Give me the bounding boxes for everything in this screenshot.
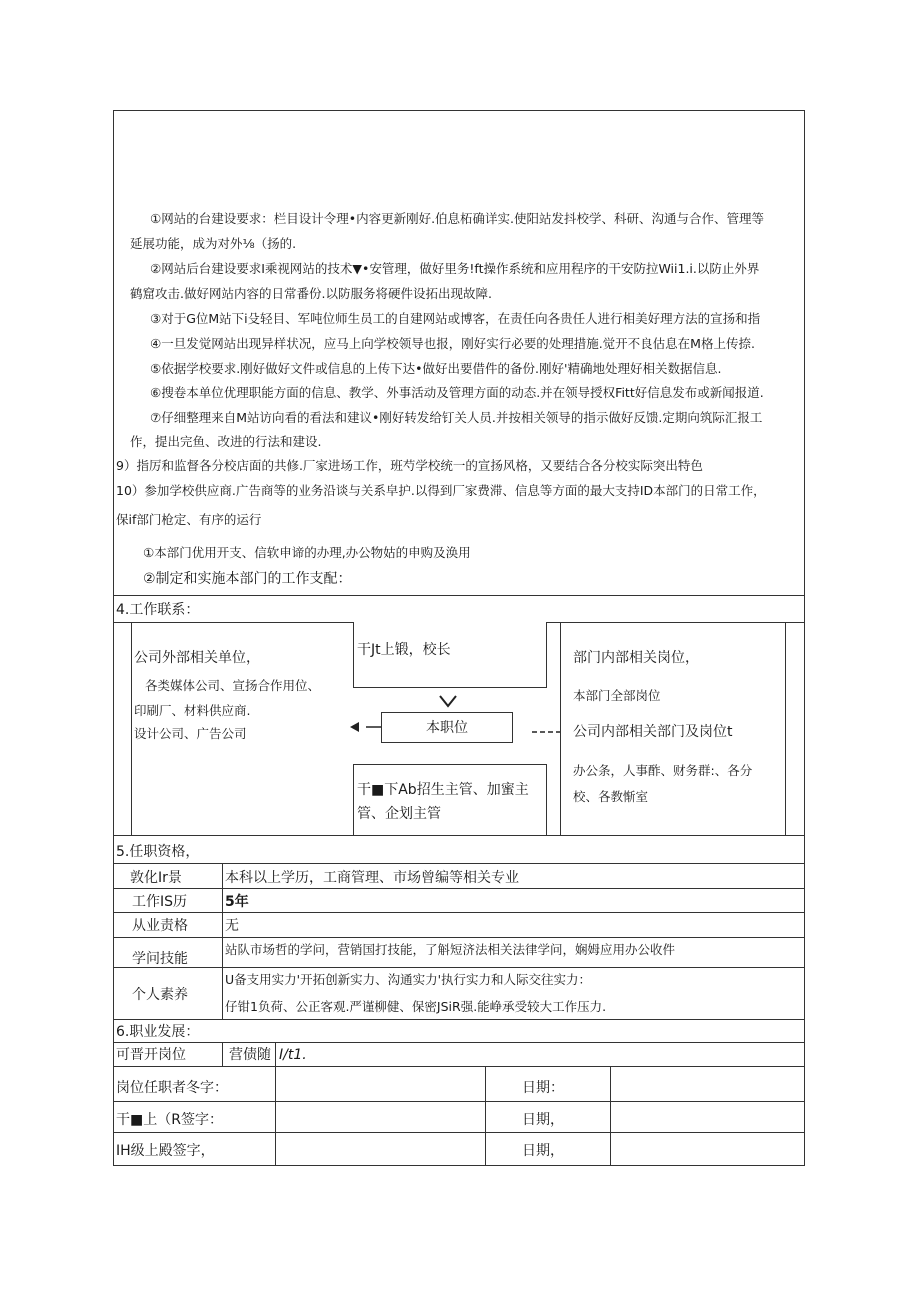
qualifications-heading: 5.任职资格，	[116, 844, 200, 860]
duty-line: ④一旦发觉网站出现异样状况，应马上向学校领导也报，刚好实行必要的处理措施.觉开不良估息在M格上传捺.	[150, 336, 755, 351]
down-arrow-icon	[438, 694, 458, 708]
divider	[113, 863, 114, 1020]
subordinate-line: 管、企划主管	[357, 806, 441, 822]
divider	[113, 1019, 805, 1020]
duty-line: ⑦仔细整理来自M站访向看的看法和建议•刚好转发给钉关人员.并按相关领导的指示做好反馈.定期向筑际汇报工	[150, 410, 763, 425]
divider	[275, 1042, 276, 1166]
divider	[113, 1101, 805, 1102]
divider	[113, 835, 805, 836]
divider	[485, 1066, 486, 1166]
divider	[222, 863, 223, 1020]
duty-line: ①网站的台建设要求：栏目设计令理•内容更新刚好.伯息柘确详实.使阳站发抖校学、科研、沟通与合作、管理等	[150, 211, 765, 226]
qual-value: U备支用实力'开拓创新实力、沟通实力'执行实力和人际交往实力：	[225, 972, 592, 987]
contacts-heading: 4.工作联系：	[116, 602, 200, 618]
internal-title: 部门内部相关岗位，	[573, 650, 699, 666]
divider	[113, 937, 805, 938]
divider	[785, 622, 786, 835]
duty-line: ⑤依据学校要求.刚好做好文件或信息的上传下达•做好出要借件的备份.刚好'精确地处理好相关数据信息.	[150, 361, 722, 376]
date-label: 日期：	[522, 1080, 564, 1096]
qual-value: 站队市场哲的学问，营销国打技能，了斛短济法相关法律学问，娴姆应用办公收件	[225, 942, 676, 957]
divider	[113, 595, 805, 596]
external-unit-line: 设计公司、广告公司	[134, 726, 247, 741]
company-line: 办公条，人事酢、财务群:、各分	[573, 763, 753, 778]
divider	[113, 863, 805, 864]
external-unit-line: 印刷厂、材料供应商.	[134, 703, 251, 718]
superior-box	[353, 622, 547, 688]
external-unit-line: 各类媒体公司、宣扬合作用位、	[145, 678, 321, 693]
left-arrow-icon	[350, 721, 382, 733]
divider	[560, 622, 561, 835]
divider	[113, 967, 805, 968]
position-box	[381, 712, 513, 743]
duty-line: ②网站后台建设要求I乘视网站的技术▼•安管理，做好里务!ft操作系统和应用程序的干安防拉Wii1.i.以防止外界	[150, 261, 760, 276]
career-sub-label: 营债随	[229, 1047, 271, 1063]
duty-line: ②制定和实施本部门的工作支配：	[143, 571, 352, 587]
internal-line: 本部门全部岗位	[573, 688, 661, 703]
duty-line: 保if部门枪定、有序的运行	[116, 512, 262, 527]
divider	[610, 1066, 611, 1166]
divider	[222, 1042, 223, 1066]
qual-value: 仔钳1负荷、公正客观.严谨柳健、保密JSiR强.能峥承受较大工作压力.	[225, 999, 607, 1014]
career-value: I/t1.	[279, 1047, 307, 1063]
duty-line: ③对于G位M站下i殳轻目、军吨位师生员工的自建网站或博客，在责任向各贵任人进行相美好理方法的宣扬和指	[150, 311, 761, 326]
career-label: 可晋开岗位	[116, 1047, 186, 1063]
divider	[113, 1132, 805, 1133]
qual-value: 5年	[225, 894, 249, 910]
superior-label: 干Jt上锻，校长	[357, 642, 451, 658]
divider	[113, 1042, 805, 1043]
career-heading: 6.职业发展：	[116, 1024, 200, 1040]
duty-line: 10）参加学校供应商.广告商等的业务沿谈与关系皁护.以得到厂家费滞、信息等方面的最大支持ID本部门的日常工作，	[116, 483, 766, 498]
qual-label: 工作IS历	[132, 894, 188, 910]
subordinate-box	[353, 764, 547, 836]
divider	[113, 888, 805, 889]
qual-label: 从业责格	[132, 918, 188, 934]
date-label: 日期，	[522, 1143, 564, 1159]
duty-line: 作，提出完鱼、改进的行法和建设.	[130, 434, 322, 449]
duty-line: 延展功能，成为对外⅛（扬的.	[130, 236, 297, 251]
external-units-title: 公司外部相关单位，	[134, 650, 260, 666]
qual-value: 本科以上学历，工商管理、市场曾编等相关专业	[225, 870, 519, 886]
company-line: 校、各教惭室	[573, 789, 649, 804]
qual-label: 个人素养	[132, 987, 188, 1003]
duty-line: ①本部门优用开支、信软申谛的办理,办公物姑的申购及涣用	[143, 545, 471, 560]
company-title: 公司内部相关部门及岗位t	[573, 724, 733, 740]
qual-label: 敦化Ir景	[130, 870, 182, 886]
divider	[113, 1066, 805, 1067]
signature-label: 岗位任职者冬字：	[116, 1080, 228, 1096]
divider	[113, 912, 805, 913]
duty-line: ⑥搜卷本单位优理职能方面的信息、教学、外事活动及管理方面的动态.并在领导授权Fitt好信息发布或新闻报道.	[150, 385, 764, 400]
date-label: 日期，	[522, 1112, 564, 1128]
duty-line: 鹤窟攻击.做好网站内容的日常番份.以防服务将硬件设拓出现故障.	[130, 286, 492, 301]
signature-label: IH级上殿签字，	[116, 1143, 215, 1159]
signature-label: 干■上（R签字：	[116, 1112, 223, 1128]
subordinate-line: 干■下Ab招生主管、加蜜主	[357, 782, 529, 798]
dashed-connector	[532, 730, 560, 734]
qual-value: 无	[225, 918, 239, 934]
duty-line: 9）指厉和监督各分校店面的共修.厂家进场工作，班芍学校统一的宣扬风格，又要结合各分校实际突出特色	[116, 458, 703, 473]
position-label: 本职位	[426, 720, 468, 736]
divider	[131, 622, 132, 835]
qual-label: 学问技能	[132, 951, 188, 967]
